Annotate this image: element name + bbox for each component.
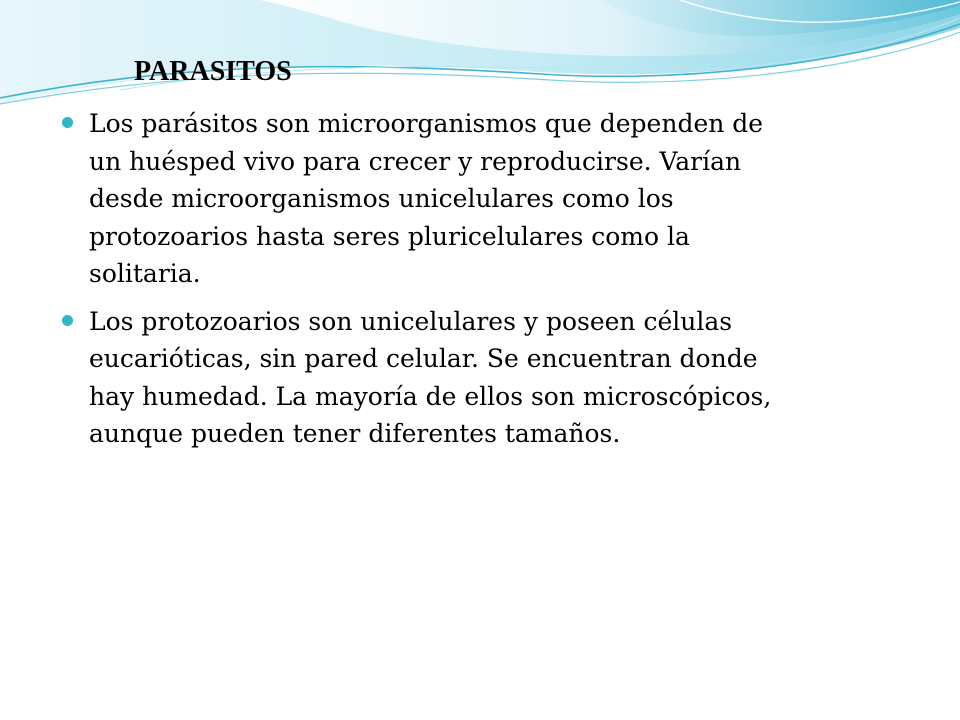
slide-title: PARASITOS: [134, 56, 292, 87]
bullet-line: desde microorganismos unicelulares como los: [89, 184, 674, 213]
bullet-line: Los protozoarios son unicelulares y poseen células: [89, 306, 733, 336]
bullet-line: aunque pueden tener diferentes tamaños.: [89, 419, 621, 448]
bullet-dot-icon: [62, 315, 73, 326]
bullet-text: [89, 303, 902, 453]
bullet-line: solitaria.: [89, 259, 201, 288]
bullet-line: un huésped vivo para crecer y reproducirse. Varían: [89, 146, 742, 176]
bullet-line: hay humedad. La mayoría de ellos son microscópicos,: [89, 381, 772, 411]
bullet-dot-icon: [62, 117, 73, 128]
bullet-line: protozoarios hasta seres pluricelulares como la: [89, 221, 690, 251]
bullet-list: [62, 105, 902, 463]
bullet-text: [89, 105, 902, 293]
bullet-item: [62, 105, 902, 293]
bullet-line: Los parásitos son microorganismos que dependen de: [89, 109, 764, 138]
bullet-item: [62, 303, 902, 453]
bullet-line: eucarióticas, sin pared celular. Se encuentran donde: [89, 344, 758, 373]
